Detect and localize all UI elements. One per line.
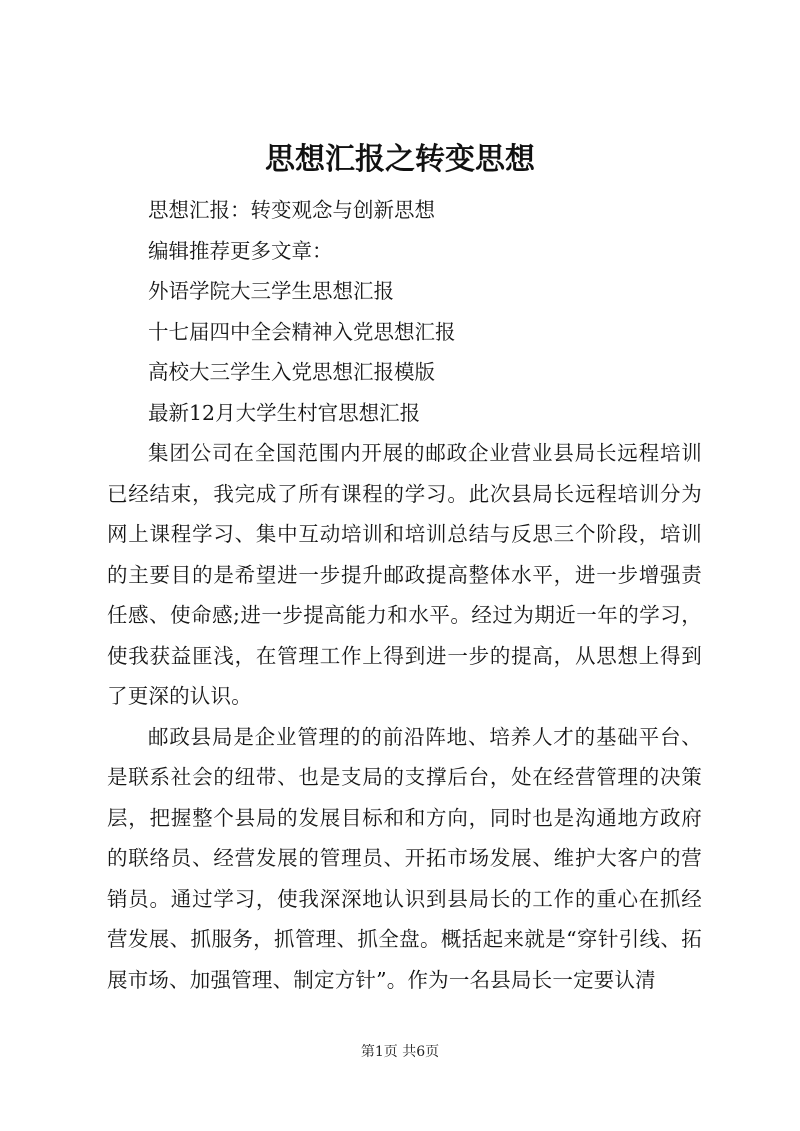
recommended-article: 外语学院大三学生思想汇报: [148, 279, 394, 303]
subtitle-line: 思想汇报：转变观念与创新思想: [148, 198, 435, 222]
recommended-article: 最新12月大学生村官思想汇报: [148, 400, 421, 425]
body-paragraph: 邮政县局是企业管理的的前沿阵地、培养人才的基础平台、是联系社会的纽带、也是支局的支撑后台，处在经营管理的决策层，把握整个县局的发展目标和和方向，同时也是沟通地方政府的联络员、经营发展的管理员、开拓市场发展、维护大客户的营销员。通过学习，使我深深地认识到县局长的工作的重心在抓经营发展、抓服务，抓管理、抓全盘。概括起来就是“穿针引线、拓展市场、加强管理、制定方针”。作为一名县局长一定要认清: [107, 724, 702, 992]
document-body: [107, 190, 702, 1000]
body-paragraph: 集团公司在全国范围内开展的邮政企业营业县局长远程培训已经结束，我完成了所有课程的学习。此次县局长远程培训分为网上课程学习、集中互动培训和培训总结与反思三个阶段，培训的主要目的是希望进一步提升邮政提高整体水平，进一步增强责任感、使命感;进一步提高能力和水平。经过为期近一年的学习，使我获益匪浅，在管理工作上得到进一步的提高，从思想上得到了更深的认识。: [107, 441, 702, 708]
page-footer: 第1页 共6页: [360, 1044, 440, 1060]
recommended-article: 高校大三学生入党思想汇报模版: [148, 360, 435, 384]
recommended-article: 十七届四中全会精神入党思想汇报: [148, 319, 456, 344]
document-title: 思想汇报之转变思想: [265, 142, 535, 177]
recommend-heading: 编辑推荐更多文章：: [148, 238, 333, 263]
